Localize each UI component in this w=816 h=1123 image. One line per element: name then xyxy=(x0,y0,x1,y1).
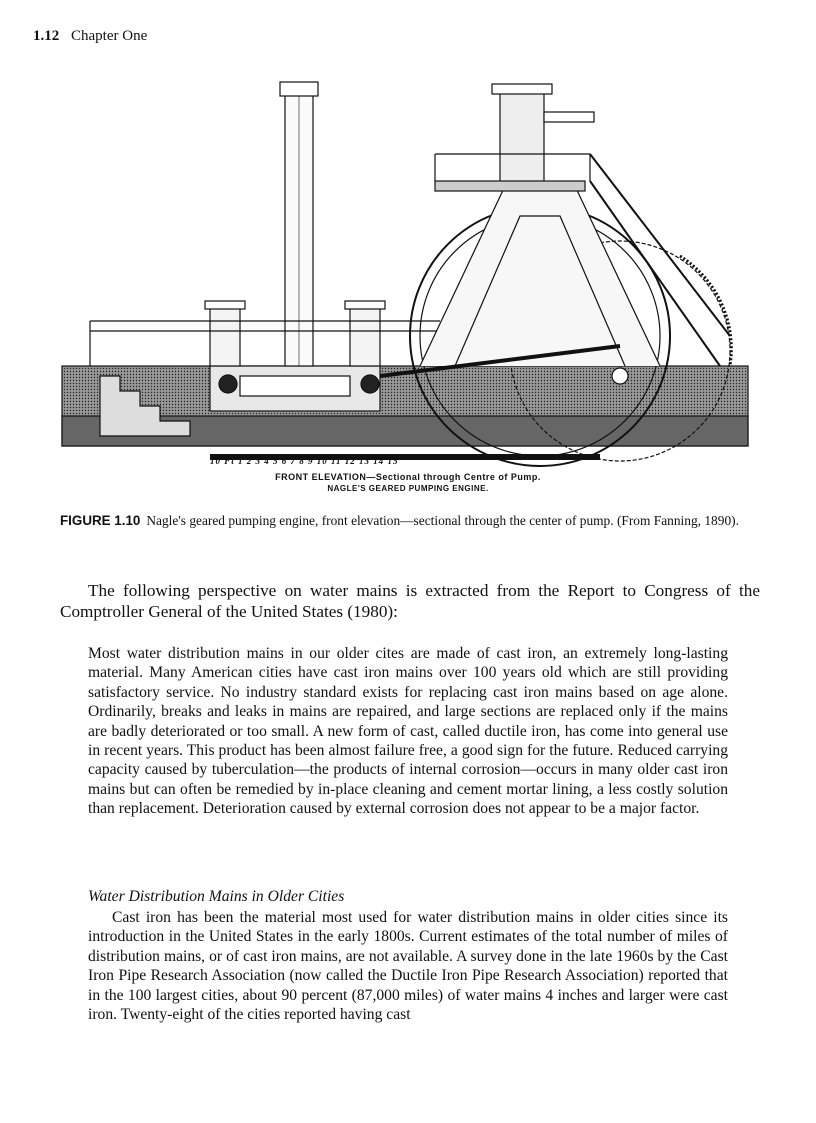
figure-label: FIGURE 1.10 xyxy=(60,513,141,528)
pumping-engine-illustration xyxy=(60,76,750,496)
page-number: 1.12 xyxy=(33,28,60,44)
intro-paragraph: The following perspective on water mains is extracted from the Report to Congress of the Comptroller General of the United States (1980): xyxy=(60,581,760,621)
figure-caption-text: Nagle's geared pumping engine, front elevation—sectional through the center of pump. (From Fanning, 1890). xyxy=(146,513,739,528)
figure-inset-subtitle: NAGLE'S GEARED PUMPING ENGINE. xyxy=(327,484,489,493)
chapter-title: Chapter One xyxy=(71,28,148,44)
block-quote: Most water distribution mains in our older cites are made of cast iron, an extremely long-lasting material. Many American cities have cast iron mains over 100 years old which are still providing satisfactory service. No industry standard exists for replacing cast iron mains based on age alone. Ordinarily, breaks and leaks in mains are repaired, and large sections are replaced only if the mains are badly deteriorated or too small. A new form of cast, called ductile iron, has come into general use in recent years. This product has been almost failure free, a good sign for the future. Reduced carrying capacity caused by tuberculation—the products of internal corrosion—occurs in many older cast iron mains but can often be remedied by in-place cleaning and cement mortar lining, a less costly solution than replacement. Deterioration caused by external corrosion does not appear to be a major factor. xyxy=(88,645,728,818)
figure-inset-title: FRONT ELEVATION—Sectional through Centre of Pump. xyxy=(275,472,541,482)
section-subheading: Water Distribution Mains in Older Cities xyxy=(88,888,345,905)
section-paragraph: Cast iron has been the material most used for water distribution mains in older cities since its introduction in the United States in the early 1800s. Current estimates of the total number of miles of distribution mains, or of cast iron mains, are not available. A survey done in the late 1960s by the Cast Iron Pipe Research Association (now called the Ductile Iron Pipe Research Association) reported that in the 100 largest cities, about 90 percent (87,000 miles) of water mains 4 inches and larger were cast iron. Twenty-eight of the cities reported having cast xyxy=(88,909,728,1024)
figure-scale: 10 Ft 1 2 3 4 5 6 7 8 9 10 11 12 13 14 15 xyxy=(210,456,399,466)
figure-caption xyxy=(60,512,760,530)
page-header xyxy=(33,28,147,45)
